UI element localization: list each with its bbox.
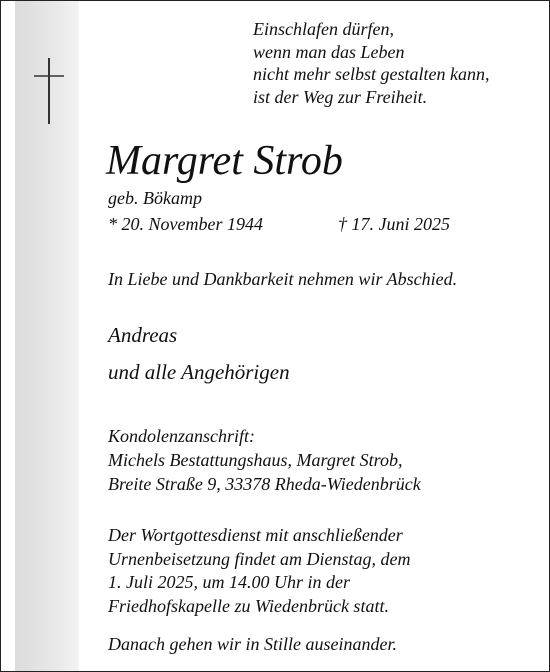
condolence-line: Michels Bestattungshaus, Margret Strob, — [108, 450, 403, 470]
poem — [253, 18, 489, 108]
poem-line: wenn man das Leben — [253, 41, 405, 62]
birth-date: * 20. November 1944 — [108, 214, 263, 234]
service-line: Urnenbeisetzung findet am Dienstag, dem — [108, 548, 411, 569]
closing-text: Danach gehen wir in Stille auseinander. — [108, 634, 397, 654]
service-line: Der Wortgottesdienst mit anschließender — [108, 525, 403, 545]
poem-line: ist der Weg zur Freiheit. — [253, 86, 428, 107]
poem-line: nicht mehr selbst gestalten kann, — [253, 64, 490, 84]
death-date: † 17. Juni 2025 — [338, 214, 450, 234]
family-signature — [108, 317, 290, 391]
condolence-line: Breite Straße 9, 33378 Rheda-Wiedenbrück — [108, 474, 421, 494]
poem-line: Einschlafen dürfen, — [253, 19, 394, 39]
family-line: und alle Angehörigen — [108, 360, 290, 384]
service-line: Friedhofskapelle zu Wiedenbrück statt. — [108, 595, 389, 616]
cross-icon — [32, 56, 66, 126]
maiden-name: geb. Bökamp — [108, 188, 202, 208]
service-info — [108, 524, 410, 618]
farewell-text: In Liebe und Dankbarkeit nehmen wir Abschied. — [108, 269, 458, 289]
condolence-line: Kondolenzanschrift: — [108, 426, 255, 446]
deceased-name: Margret Strob — [106, 138, 343, 184]
condolence-address — [108, 424, 421, 496]
family-line: Andreas — [108, 323, 178, 347]
service-line: 1. Juli 2025, um 14.00 Uhr in der — [108, 572, 350, 592]
